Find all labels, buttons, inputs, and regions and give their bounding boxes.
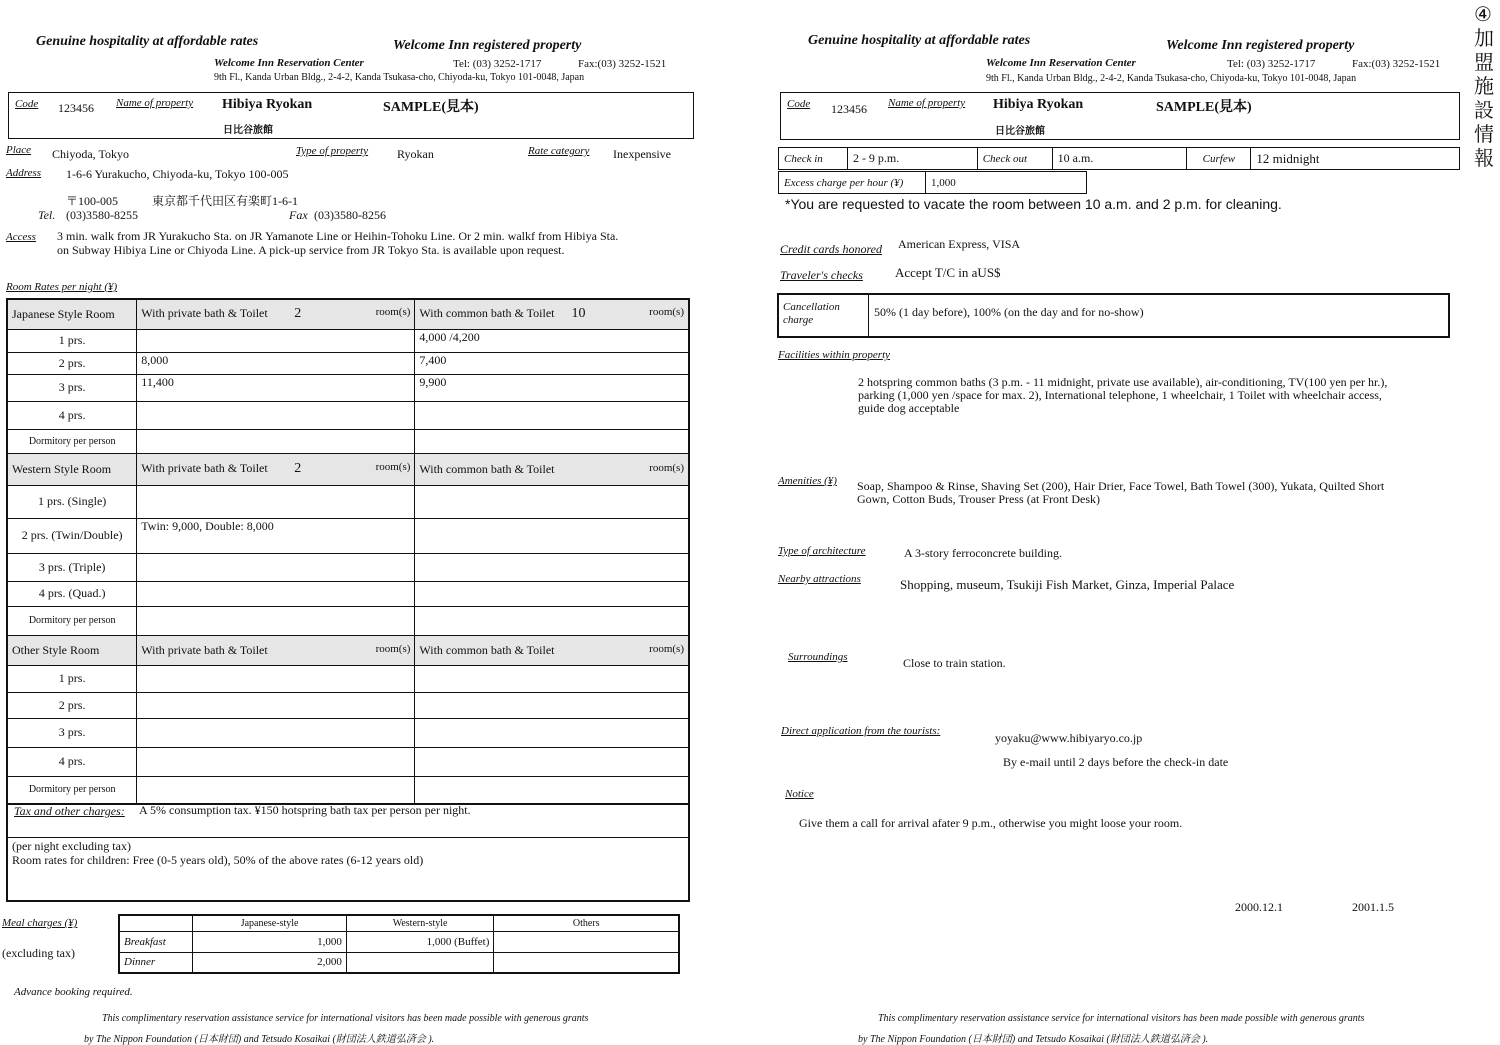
rate-private xyxy=(137,665,415,692)
rate-row xyxy=(7,581,689,606)
access-label: Access xyxy=(6,231,36,243)
rate-row xyxy=(7,329,689,352)
other-header-row xyxy=(7,635,689,665)
rate-row-label: 1 prs. xyxy=(7,665,137,692)
rate-private xyxy=(137,485,415,518)
room-rates-table xyxy=(6,298,690,805)
meal-col-header: Western-style xyxy=(346,915,494,931)
rate-row xyxy=(7,429,689,453)
rate-row xyxy=(7,553,689,581)
side-label: ④加盟施設情報 xyxy=(1474,2,1494,170)
rate-row xyxy=(7,718,689,747)
rooms-label: room(s) xyxy=(375,306,411,319)
rate-private xyxy=(137,718,415,747)
code-box-right xyxy=(780,92,1460,140)
checkin-table xyxy=(778,147,1460,170)
registered-property: Welcome Inn registered property xyxy=(393,38,582,53)
cc-value: American Express, VISA xyxy=(898,237,1021,251)
meal-row xyxy=(119,952,679,973)
tel-value: (03)3580-8255 xyxy=(66,208,138,222)
amenities-label: Amenities (¥) xyxy=(778,475,837,487)
center-name: Welcome Inn Reservation Center xyxy=(214,57,364,69)
footer-line-2: by The Nippon Foundation (日本財団) and Tetsudo Kosaikai (財団法人鉄道弘済会 ). xyxy=(84,1034,435,1045)
curfew-label: Curfew xyxy=(1187,148,1251,170)
type-value: Ryokan xyxy=(397,147,434,161)
rate-row xyxy=(7,485,689,518)
amenities-line-2: Gown, Cotton Buds, Trouser Press (at Front Desk) xyxy=(857,492,1101,506)
notice-label: Notice xyxy=(785,788,814,800)
checkin-value: 2 - 9 p.m. xyxy=(847,148,977,170)
center-name-right: Welcome Inn Reservation Center xyxy=(986,57,1136,69)
rate-row-label: 4 prs. xyxy=(7,747,137,776)
excess-label: Excess charge per hour (¥) xyxy=(779,172,926,194)
cancel-value: 50% (1 day before), 100% (on the day and for no-show) xyxy=(874,305,1144,319)
rate-common xyxy=(415,692,689,718)
footer-line-2-right: by The Nippon Foundation (日本財団) and Tetsudo Kosaikai (財団法人鉄道弘済会 ). xyxy=(858,1034,1209,1045)
rate-common xyxy=(415,606,689,635)
architecture-label: Type of architecture xyxy=(778,545,866,557)
notice-value: Give them a call for arrival afater 9 p.m., otherwise you might loose your room. xyxy=(799,816,1183,830)
date-1: 2000.12.1 xyxy=(1235,900,1283,914)
meal-row-label: Breakfast xyxy=(119,931,193,952)
rate-common xyxy=(415,665,689,692)
rate-label: Rate category xyxy=(528,145,590,157)
address-jp: 東京都千代田区有楽町1-6-1 xyxy=(152,194,298,208)
postal-jp: 〒100-005 xyxy=(66,194,118,208)
meal-col-header: Japanese-style xyxy=(193,915,346,931)
japanese-common-header xyxy=(415,299,689,329)
private-label: With private bath & Toilet xyxy=(141,461,268,475)
rate-private: Twin: 9,000, Double: 8,000 xyxy=(137,518,415,553)
direct-note: By e-mail until 2 days before the check-in date xyxy=(1003,755,1229,769)
rate-private xyxy=(137,606,415,635)
rate-row xyxy=(7,401,689,429)
private-label: With private bath & Toilet xyxy=(141,306,268,321)
surroundings-label: Surroundings xyxy=(788,651,848,663)
rate-row-label: Dormitory per person xyxy=(7,776,137,804)
surroundings-value: Close to train station. xyxy=(903,656,1006,670)
rate-row xyxy=(7,665,689,692)
rate-common xyxy=(415,429,689,453)
amenities-line-1: Soap, Shampoo & Rinse, Shaving Set (200), Hair Drier, Face Towel, Bath Towel (300), Yukata, Quilted Short xyxy=(857,479,1385,493)
rooms-label: room(s) xyxy=(649,642,684,655)
access-line-2: on Subway Hibiya Line or Chiyoda Line. A pick-up service from JR Tokyo Sta. is available upon request. xyxy=(57,243,565,257)
western-common-header xyxy=(415,453,689,485)
rate-row-label: 3 prs. xyxy=(7,718,137,747)
rate-row-label: Dormitory per person xyxy=(7,606,137,635)
rate-private xyxy=(137,747,415,776)
rate-row xyxy=(7,606,689,635)
meal-west xyxy=(346,952,494,973)
excess-value: 1,000 xyxy=(926,172,1087,194)
common-label: With common bath & Toilet xyxy=(419,461,555,476)
rate-common xyxy=(415,518,689,553)
rate-private xyxy=(137,401,415,429)
meal-col-header: Others xyxy=(494,915,679,931)
facilities-line-2: parking (1,000 yen /space for max. 2), International telephone, 1 wheelchair, 1 Toilet with wheelchair access, xyxy=(858,388,1382,402)
checkout-value: 10 a.m. xyxy=(1052,148,1187,170)
center-address-right: 9th Fl., Kanda Urban Bldg., 2-4-2, Kanda Tsukasa-cho, Chiyoda-ku, Tokyo 101-0048, Japan xyxy=(986,73,1357,84)
code-value-right: 123456 xyxy=(831,102,867,116)
rate-row-label: 4 prs. xyxy=(7,401,137,429)
rate-private xyxy=(137,692,415,718)
common-label: With common bath & Toilet xyxy=(419,306,555,321)
rate-common xyxy=(415,747,689,776)
property-name-jp-right: 日比谷旅館 xyxy=(995,126,1045,137)
code-label-right: Code xyxy=(787,98,811,110)
cancel-label: Cancellation charge xyxy=(783,301,840,326)
code-box xyxy=(8,92,694,139)
address-label: Address xyxy=(6,167,42,179)
footer-line-1: This complimentary reservation assistance service for international visitors has been made possible with generous grants xyxy=(102,1013,589,1024)
rate-row-label: 1 prs. (Single) xyxy=(7,485,137,518)
excess-table xyxy=(778,171,1087,194)
center-tel: Tel: (03) 3252-1717 xyxy=(453,58,542,70)
meal-excl: (excluding tax) xyxy=(2,946,75,960)
rate-row-label: Dormitory per person xyxy=(7,429,137,453)
private-count: 2 xyxy=(294,461,302,476)
cancellation-box xyxy=(777,293,1450,338)
date-2: 2001.1.5 xyxy=(1352,900,1394,914)
property-name: Hibiya Ryokan xyxy=(222,97,313,112)
access-line-1: 3 min. walk from JR Yurakucho Sta. on JR Yamanote Line or Heihin-Tohoku Line. Or 2 min. walkf from Hibiya Sta. xyxy=(57,229,619,243)
private-label: With private bath & Toilet xyxy=(141,642,268,657)
tax-box xyxy=(6,800,690,902)
rate-private: 11,400 xyxy=(137,374,415,401)
excl-tax: (per night excluding tax) xyxy=(12,839,131,853)
rooms-label: room(s) xyxy=(649,306,684,319)
place-label: Place xyxy=(6,144,32,156)
fax-value: (03)3580-8256 xyxy=(314,208,386,222)
rate-row-label: 4 prs. (Quad.) xyxy=(7,581,137,606)
rate-common xyxy=(415,718,689,747)
center-tel-right: Tel: (03) 3252-1717 xyxy=(1227,58,1316,70)
rate-common: 7,400 xyxy=(415,352,689,374)
advance-booking: Advance booking required. xyxy=(14,986,133,998)
code-label: Code xyxy=(15,98,39,110)
japanese-private-header xyxy=(137,299,415,329)
tax-text: A 5% consumption tax. ¥150 hotspring bath tax per person per night. xyxy=(139,803,471,817)
rate-row-label: 2 prs. xyxy=(7,692,137,718)
curfew-value: 12 midnight xyxy=(1251,148,1460,170)
meal-west: 1,000 (Buffet) xyxy=(346,931,494,952)
rate-row-label: 2 prs. (Twin/Double) xyxy=(7,518,137,553)
rooms-label: room(s) xyxy=(375,461,411,473)
nearby-label: Nearby attractions xyxy=(778,573,861,585)
rate-common xyxy=(415,553,689,581)
children-rates: Room rates for children: Free (0-5 years old), 50% of the above rates (6-12 years old) xyxy=(12,853,424,867)
other-common-header xyxy=(415,635,689,665)
architecture-value: A 3-story ferroconcrete building. xyxy=(904,546,1062,560)
facilities-line-3: guide dog acceptable xyxy=(858,401,960,415)
rate-common xyxy=(415,485,689,518)
address-en: 1-6-6 Yurakucho, Chiyoda-ku, Tokyo 100-005 xyxy=(66,167,289,181)
vacate-notice: *You are requested to vacate the room between 10 a.m. and 2 p.m. for cleaning. xyxy=(785,196,1282,212)
rate-common xyxy=(415,581,689,606)
rate-row xyxy=(7,692,689,718)
property-name-jp: 日比谷旅館 xyxy=(223,125,273,136)
tagline: Genuine hospitality at affordable rates xyxy=(36,34,259,49)
rate-row-label: 3 prs. xyxy=(7,374,137,401)
rate-row-label: 2 prs. xyxy=(7,352,137,374)
facilities-line-1: 2 hotspring common baths (3 p.m. - 11 midnight, private use available), air-conditioning, TV(100 yen per hr.), xyxy=(858,375,1388,389)
rate-common: 9,900 xyxy=(415,374,689,401)
other-private-header xyxy=(137,635,415,665)
western-header-label: Western Style Room xyxy=(7,453,137,485)
meal-jp: 2,000 xyxy=(193,952,346,973)
meal-corner xyxy=(119,915,193,931)
meal-other xyxy=(494,952,679,973)
private-count: 2 xyxy=(294,306,302,322)
center-fax-right: Fax:(03) 3252-1521 xyxy=(1352,58,1441,70)
rate-row-label: 3 prs. (Triple) xyxy=(7,553,137,581)
rate-row xyxy=(7,747,689,776)
center-fax: Fax:(03) 3252-1521 xyxy=(578,58,667,70)
registered-property-right: Welcome Inn registered property xyxy=(1166,38,1355,53)
tc-label: Traveler's checks xyxy=(780,268,863,282)
meal-row xyxy=(119,931,679,952)
facilities-label: Facilities within property xyxy=(778,349,891,361)
nearby-value: Shopping, museum, Tsukiji Fish Market, Ginza, Imperial Palace xyxy=(900,577,1235,592)
sample-stamp: SAMPLE(見本) xyxy=(383,100,479,115)
common-count: 10 xyxy=(571,306,586,322)
western-private-header xyxy=(137,453,415,485)
property-name-right: Hibiya Ryokan xyxy=(993,97,1084,112)
other-header-label: Other Style Room xyxy=(7,635,137,665)
rate-private xyxy=(137,429,415,453)
meal-label: Meal charges (¥) xyxy=(2,917,78,929)
checkin-label: Check in xyxy=(779,148,848,170)
tax-label: Tax and other charges: xyxy=(14,804,125,818)
direct-label: Direct application from the tourists: xyxy=(781,725,941,737)
checkout-label: Check out xyxy=(977,148,1052,170)
place-value: Chiyoda, Tokyo xyxy=(52,147,129,161)
rate-private xyxy=(137,581,415,606)
name-label-right: Name of property xyxy=(888,97,966,109)
rate-row xyxy=(7,374,689,401)
tagline-right: Genuine hospitality at affordable rates xyxy=(808,33,1031,48)
meal-jp: 1,000 xyxy=(193,931,346,952)
meal-row-label: Dinner xyxy=(119,952,193,973)
western-header-row xyxy=(7,453,689,485)
meal-header-row xyxy=(119,915,679,931)
japanese-header-row xyxy=(7,299,689,329)
rooms-label: room(s) xyxy=(649,461,684,474)
rooms-label: room(s) xyxy=(375,642,411,655)
sample-stamp-right: SAMPLE(見本) xyxy=(1156,100,1252,115)
name-label: Name of property xyxy=(116,97,194,109)
rate-row xyxy=(7,518,689,553)
type-label: Type of property xyxy=(296,145,369,157)
footer-line-1-right: This complimentary reservation assistance service for international visitors has been made possible with generous grants xyxy=(878,1013,1365,1024)
code-value: 123456 xyxy=(58,101,94,115)
tc-value: Accept T/C in aUS$ xyxy=(895,265,1001,280)
center-address: 9th Fl., Kanda Urban Bldg., 2-4-2, Kanda Tsukasa-cho, Chiyoda-ku, Tokyo 101-0048, Japan xyxy=(214,72,585,83)
rates-title: Room Rates per night (¥) xyxy=(6,281,118,293)
rate-value: Inexpensive xyxy=(613,147,671,161)
rate-private: 8,000 xyxy=(137,352,415,374)
rate-private xyxy=(137,329,415,352)
japanese-header-label: Japanese Style Room xyxy=(7,299,137,329)
meal-table xyxy=(118,914,680,974)
cc-label: Credit cards honored xyxy=(780,242,882,256)
rate-row-label: 1 prs. xyxy=(7,329,137,352)
rate-common: 4,000 /4,200 xyxy=(415,329,689,352)
common-label: With common bath & Toilet xyxy=(419,642,555,657)
rate-row xyxy=(7,352,689,374)
rate-common xyxy=(415,401,689,429)
direct-email: yoyaku@www.hibiyaryo.co.jp xyxy=(995,731,1143,745)
rate-private xyxy=(137,553,415,581)
fax-label: Fax xyxy=(289,208,308,222)
meal-other xyxy=(494,931,679,952)
tel-label: Tel. xyxy=(38,208,56,222)
